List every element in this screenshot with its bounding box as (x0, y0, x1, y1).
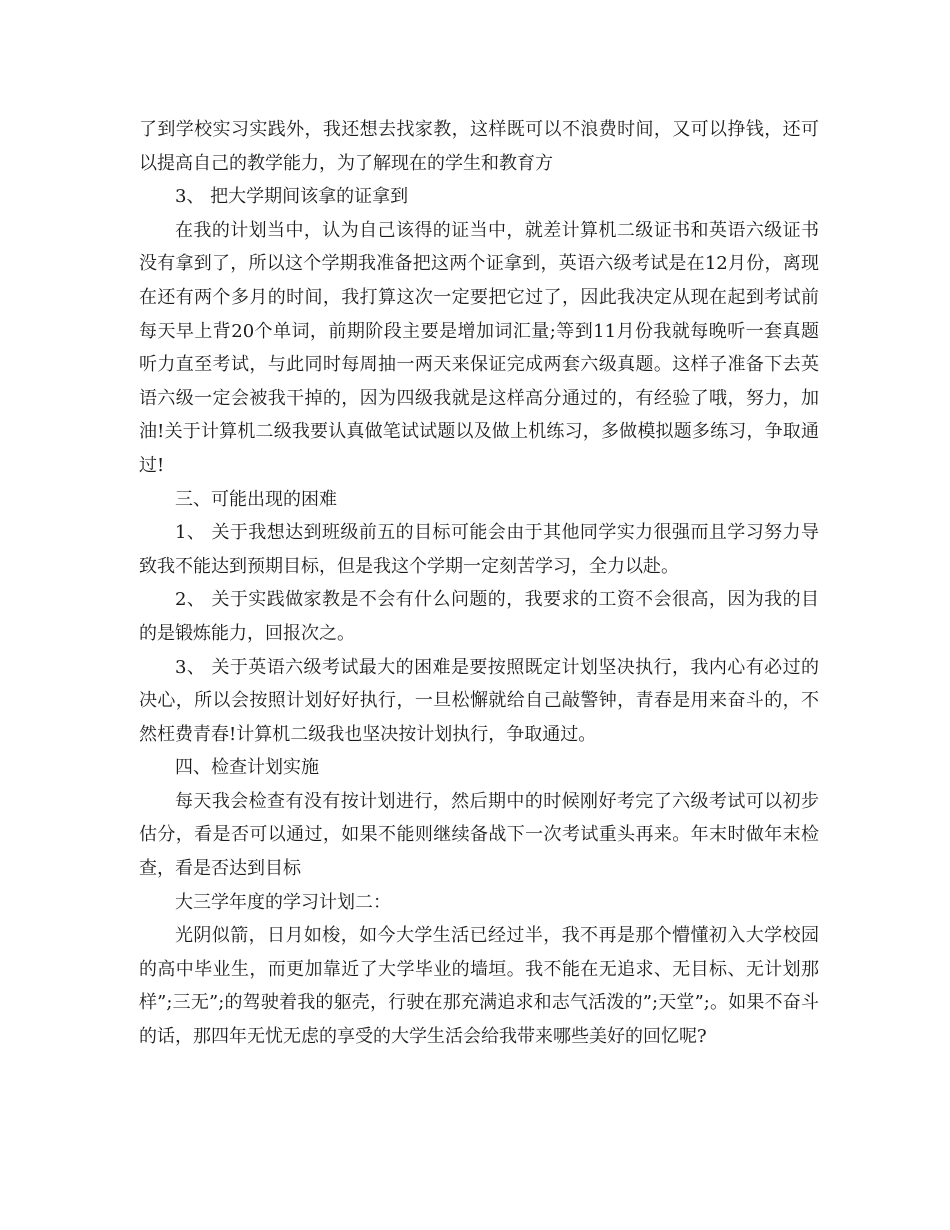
paragraph-certificates: 在我的计划当中，认为自己该得的证当中，就差计算机二级证书和英语六级证书没有拿到了，所以这个学期我准备把这两个证拿到，英语六级考试是在12月份，离现在还有两个多月的时间，我打算这次一定要把它过了，因此我决定从现在起到考试前每天早上背20个单词，前期阶段主要是增加词汇量;等到11月份我就每晚听一套真题听力直至考试，与此同时每周抽一两天来保证完成两套六级真题。这样子准备下去英语六级一定会被我干掉的，因为四级我就是这样高分通过的，有经验了哦，努力，加油!关于计算机二级我要认真做笔试试题以及做上机练习，多做模拟题多练习，争取通过! (139, 219, 819, 476)
paragraph-check-plan: 每天我会检查有没有按计划进行，然后期中的时候刚好考完了六级考试可以初步估分，看是否可以通过，如果不能则继续备战下一次考试重头再来。年末时做年末检查，看是否达到目标 (139, 790, 819, 880)
section-heading-check-plan: 四、检查计划实施 (175, 757, 319, 779)
paragraph-difficulty-3: 3、 关于英语六级考试最大的困难是要按照既定计划坚决执行，我内心有必过的决心，所以会按照计划好好执行，一旦松懈就给自己敲警钟，青春是用来奋斗的，不然枉费青春!计算机二级我也坚决按计划执行，争取通过。 (139, 656, 819, 745)
document-body (139, 113, 819, 1054)
paragraph-difficulty-1: 1、 关于我想达到班级前五的目标可能会由于其他同学实力很强而且学习努力导致我不能达到预期目标，但是我这个学期一定刻苦学习，全力以赴。 (139, 522, 819, 577)
paragraph-difficulty-2: 2、 关于实践做家教是不会有什么问题的，我要求的工资不会很高，因为我的目的是锻炼能力，回报次之。 (139, 589, 819, 644)
section-heading-certificates: 3、 把大学期间该拿的证拿到 (175, 186, 409, 208)
section-heading-difficulties: 三、可能出现的困难 (175, 488, 337, 510)
paragraph-continuation: 了到学校实习实践外，我还想去找家教，这样既可以不浪费时间，又可以挣钱，还可以提高自己的教学能力，为了解现在的学生和教育方 (139, 119, 819, 174)
paragraph-plan-two-intro: 光阴似箭，日月如梭，如今大学生活已经过半，我不再是那个懵懂初入大学校园的高中毕业生，而更加靠近了大学毕业的墙垣。我不能在无追求、无目标、无计划那样”;三无”;的驾驶着我的躯壳，行驶在那充满追求和志气活泼的”;天堂”;。如果不奋斗的话，那四年无忧无虑的享受的大学生活会给我带来哪些美好的回忆呢? (139, 925, 819, 1048)
section-heading-plan-two: 大三学年度的学习计划二： (175, 891, 391, 913)
